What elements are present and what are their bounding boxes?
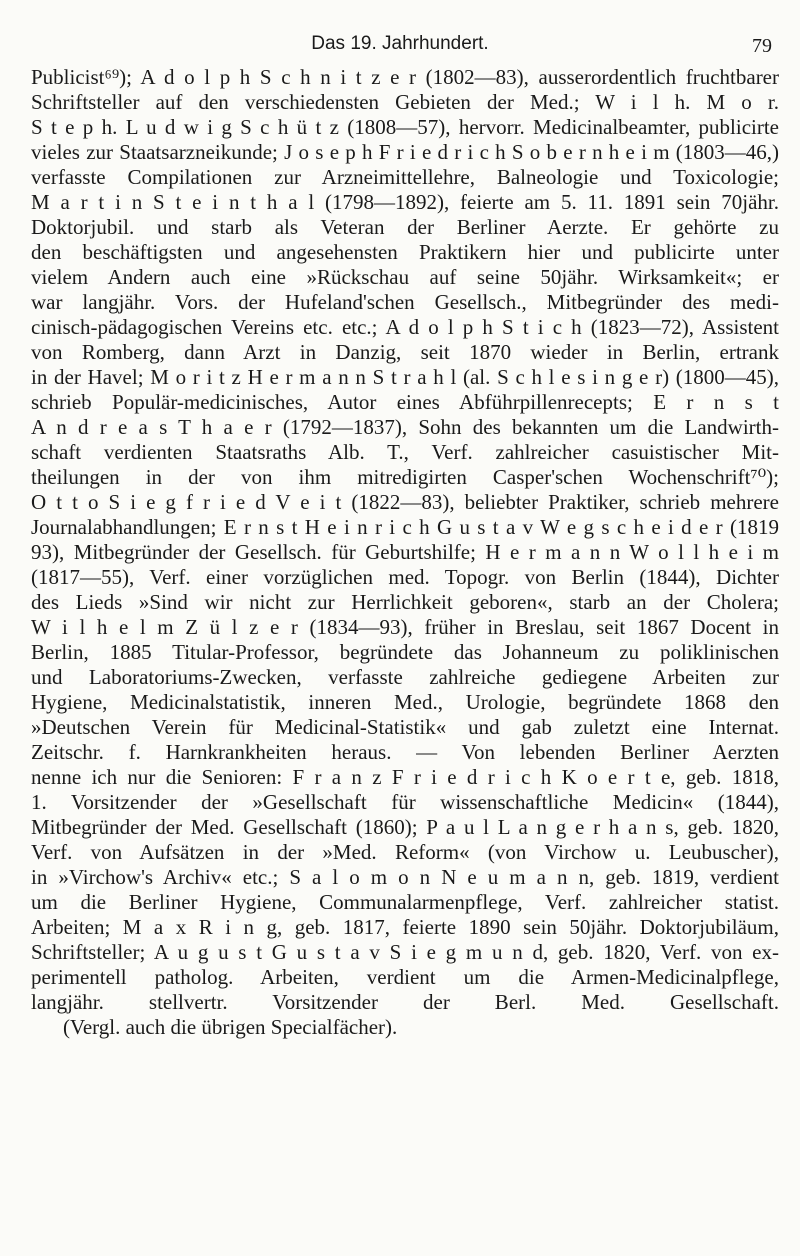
text-line: theilungen in der von ihm mitredigirten Casper'schen Wochenschrift⁷⁰);: [31, 465, 779, 489]
text-line: Mitbegründer der Med. Gesellschaft (1860); P a u l L a n g e r h a n s, geb. 1820,: [31, 815, 779, 839]
text-line: O t t o S i e g f r i e d V e i t (1822—83), beliebter Praktiker, schrieb mehrere: [31, 490, 779, 514]
text-line: vieles zur Staatsarzneikunde; J o s e p h F r i e d r i c h S o b e r n h e i m (1803—46,): [31, 140, 779, 164]
running-title: Das 19. Jahrhundert.: [311, 33, 489, 54]
text-line: 1. Vorsitzender der »Gesellschaft für wissenschaftliche Medicin« (1844),: [31, 790, 779, 814]
text-line: Berlin, 1885 Titular-Professor, begründete das Johanneum zu poliklinischen: [31, 640, 779, 664]
text-line: in der Havel; M o r i t z H e r m a n n S t r a h l (al. S c h l e s i n g e r) (1800—45),: [31, 365, 779, 389]
text-line: Hygiene, Medicinalstatistik, inneren Med., Urologie, begründete 1868 den: [31, 690, 779, 714]
text-line: W i l h e l m Z ü l z e r (1834—93), früher in Breslau, seit 1867 Docent in: [31, 615, 779, 639]
text-line: und Laboratoriums-Zwecken, verfasste zahlreiche gediegene Arbeiten zur: [31, 665, 779, 689]
text-line: perimentell patholog. Arbeiten, verdient um die Armen-Medicinalpflege,: [31, 965, 779, 989]
text-line: Arbeiten; M a x R i n g, geb. 1817, feierte 1890 sein 50jähr. Doktorjubiläum,: [31, 915, 779, 939]
text-line: (Vergl. auch die übrigen Specialfächer).: [63, 1015, 398, 1039]
text-line: Schriftsteller; A u g u s t G u s t a v S i e g m u n d, geb. 1820, Verf. von ex-: [31, 940, 779, 964]
text-line: 93), Mitbegründer der Gesellsch. für Geburtshilfe; H e r m a n n W o l l h e i m: [31, 540, 779, 564]
text-line: schaft verdienten Staatsraths Alb. T., Verf. zahlreicher casuistischer Mit-: [31, 440, 779, 464]
text-line: cinisch-pädagogischen Vereins etc. etc.; A d o l p h S t i c h (1823—72), Assistent: [31, 315, 779, 339]
text-line: von Romberg, dann Arzt in Danzig, seit 1870 wieder in Berlin, ertrank: [31, 340, 779, 364]
text-line: schrieb Populär-medicinisches, Autor eines Abführpillenrecepts; E r n s t: [31, 390, 779, 414]
text-line: Zeitschr. f. Harnkrankheiten heraus. — Von lebenden Berliner Aerzten: [31, 740, 779, 764]
text-line: Verf. von Aufsätzen in der »Med. Reform« (von Virchow u. Leubuscher),: [31, 840, 779, 864]
text-line: in »Virchow's Archiv« etc.; S a l o m o n N e u m a n n, geb. 1819, verdient: [31, 865, 779, 889]
text-line: Schriftsteller auf den verschiedensten Gebieten der Med.; W i l h. M o r.: [31, 90, 779, 114]
text-line: nenne ich nur die Senioren: F r a n z F r i e d r i c h K o e r t e, geb. 1818,: [31, 765, 779, 789]
text-line: des Lieds »Sind wir nicht zur Herrlichkeit geboren«, starb an der Cholera;: [31, 590, 779, 614]
text-line: A n d r e a s T h a e r (1792—1837), Sohn des bekannten um die Landwirth-: [31, 415, 779, 439]
text-line: S t e p h. L u d w i g S c h ü t z (1808—57), hervorr. Medicinalbeamter, publicirte: [31, 115, 779, 139]
text-line: langjähr. stellvertr. Vorsitzender der Berl. Med. Gesellschaft.: [31, 990, 779, 1014]
text-line: den beschäftigsten und angesehensten Praktikern hier und publicirte unter: [31, 240, 779, 264]
text-line: »Deutschen Verein für Medicinal-Statistik« und gab zuletzt eine Internat.: [31, 715, 779, 739]
text-line: vielem Andern auch eine »Rückschau auf seine 50jähr. Wirksamkeit«; er: [31, 265, 779, 289]
text-line: um die Berliner Hygiene, Communalarmenpflege, Verf. zahlreicher statist.: [31, 890, 779, 914]
body-paragraph: [31, 65, 779, 1040]
text-line: Publicist⁶⁹); A d o l p h S c h n i t z e r (1802—83), ausserordentlich fruchtbarer: [31, 65, 779, 89]
text-line: war langjähr. Vors. der Hufeland'schen Gesellsch., Mitbegründer des medi-: [31, 290, 779, 314]
text-line: verfasste Compilationen zur Arzneimittellehre, Balneologie und Toxicologie;: [31, 165, 779, 189]
text-line: (1817—55), Verf. einer vorzüglichen med. Topogr. von Berlin (1844), Dichter: [31, 565, 779, 589]
text-line: Doktorjubil. und starb als Veteran der Berliner Aerzte. Er gehörte zu: [31, 215, 779, 239]
text-line: M a r t i n S t e i n t h a l (1798—1892), feierte am 5. 11. 1891 sein 70jähr.: [31, 190, 779, 214]
text-line: Journalabhandlungen; E r n s t H e i n r i c h G u s t a v W e g s c h e i d e r (1819: [31, 515, 779, 539]
page-header: [0, 33, 800, 59]
page-number: 79: [752, 35, 772, 57]
